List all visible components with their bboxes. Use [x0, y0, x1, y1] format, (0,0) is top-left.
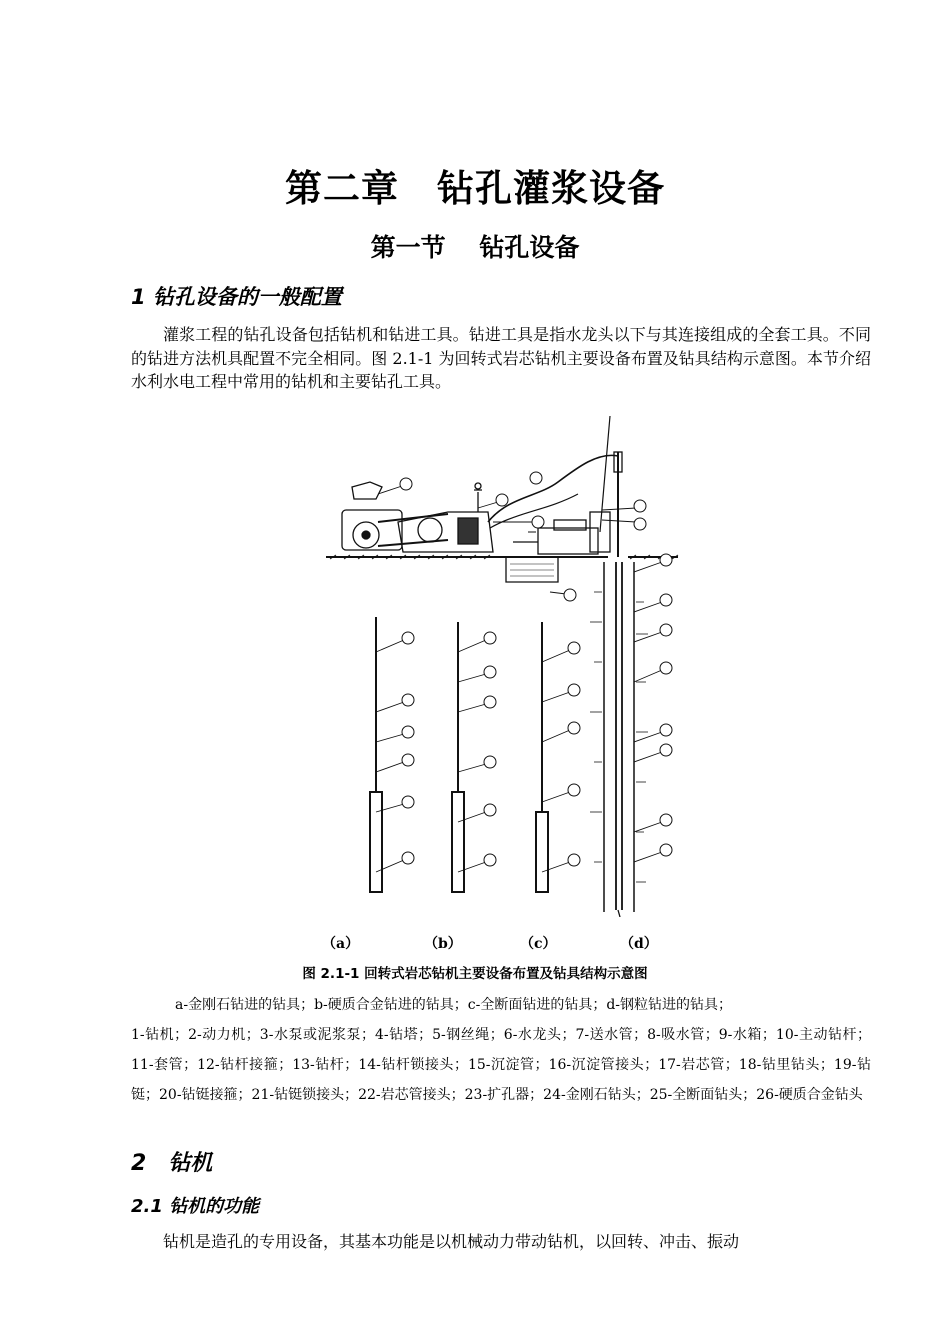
sublabel-d: （d）	[620, 936, 658, 952]
sublabel-c: （c）	[520, 936, 557, 952]
figure-sublabels	[0, 933, 950, 953]
sublabel-a: （a）	[322, 936, 360, 952]
heading-general-configuration: 1 钻孔设备的一般配置	[131, 285, 342, 309]
heading-machine-function: 2.1 钻机的功能	[131, 1196, 260, 1217]
legend-items: 1-钻机；2-动力机；3-水泵或泥浆泵；4-钻塔；5-钢丝绳；6-水龙头；7-送水管；8-吸水管；9-水箱；10-主动钻杆；11-套管；12-钻杆接箍；13-钻杆；14-钻杆锁接头；15-沉淀管；16-沉淀管接头；17-岩芯管；18-钻里钻头；19-钻铤；20-钻铤接箍；21-钻铤锁接头；22-岩芯管接头；23-扩孔器；24-金刚石钻头；25-全断面钻头；26-硬质合金钻头	[131, 1027, 871, 1103]
figure-legend	[131, 990, 871, 1110]
sublabel-b: （b）	[424, 936, 462, 952]
figure-caption: 图 2.1-1 回转式岩芯钻机主要设备布置及钻具结构示意图	[302, 966, 648, 982]
legend-line-1: a-金刚石钻进的钻具；b-硬质合金钻进的钻具；c-全断面钻进的钻具；d-钢粒钻进的钻具；	[175, 997, 733, 1013]
drilling-equipment-figure	[318, 412, 690, 917]
section-title: 第一节 钻孔设备	[370, 233, 580, 262]
chapter-title: 第二章 钻孔灌浆设备	[285, 167, 665, 210]
function-paragraph: 钻机是造孔的专用设备，其基本功能是以机械动力带动钻机，以回转、冲击、振动	[163, 1232, 740, 1251]
intro-paragraph: 灌浆工程的钻孔设备包括钻机和钻进工具。钻进工具是指水龙头以下与其连接组成的全套工具。不同的钻进方法机具配置不完全相同。图 2.1-1 为回转式岩芯钻机主要设备布置及钻具结构示意图。本节介绍水利水电工程中常用的钻机和主要钻孔工具。	[131, 325, 871, 392]
heading-drilling-machine: 2 钻机	[131, 1151, 213, 1176]
